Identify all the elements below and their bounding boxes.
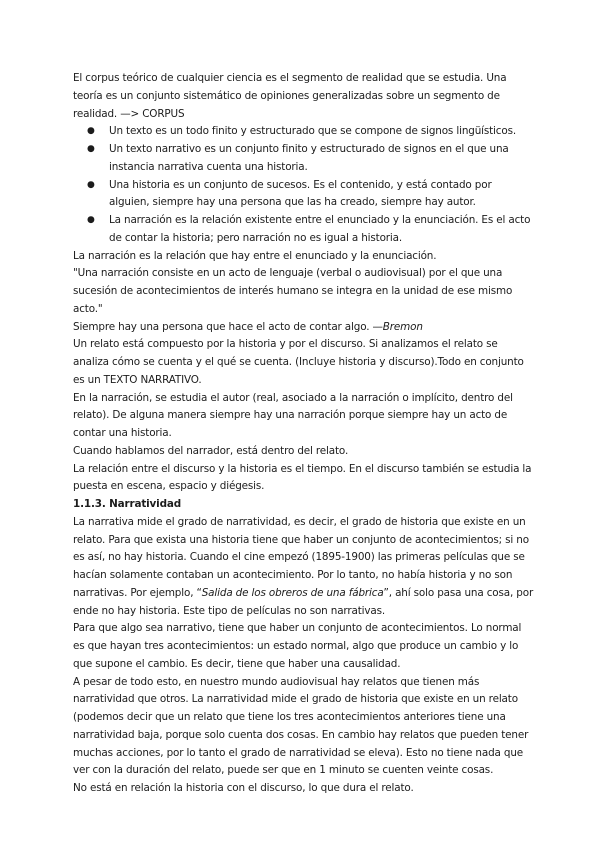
definition-list (73, 123, 535, 247)
bullet-icon: ● (87, 126, 95, 137)
bullet-icon: ● (87, 215, 95, 225)
paragraph: La narrativa mide el grado de narratividad, es decir, el grado de historia que existe en un relato. Para que exista una historia tiene que haber un conjunto de acontecimientos; si no es así, no hay historia. Cuando el cine empezó (1895-1900) las primeras películas que se hacían solamente contaban un acontecimiento. Por lo tanto, no había historia y no son narrativas. Por ejemplo, “Salida de los obreros de una fábrica”, ahí solo pasa una cosa, por ende no hay historia. Este tipo de películas no son narrativas. (73, 515, 534, 617)
paragraph: La relación entre el discurso y la historia es el tiempo. En el discurso también se estudia la puesta en escena, espacio y diégesis. (73, 462, 532, 493)
intro-paragraph: El corpus teórico de cualquier ciencia es el segmento de realidad que se estudia. Una teoría es un conjunto sistemático de opiniones generalizadas sobre un segmento de realidad. —> CORPUS (73, 72, 507, 120)
paragraph: A pesar de todo esto, en nuestro mundo audiovisual hay relatos que tienen más narratividad que otros. La narratividad mide el grado de historia que existe en un relato (podemos decir que un relato que tiene los tres acontecimientos anteriores tiene una narratividad baja, porque solo cuenta dos cosas. En cambio hay relatos que pueden tener muchas acciones, por lo tanto el grado de narratividad se eleva). Esto no tiene nada que ver con la duración del relato, puede ser que en 1 minuto se cuenten veinte cosas. (73, 675, 529, 777)
paragraph: Cuando hablamos del narrador, está dentro del relato. (73, 444, 349, 457)
paragraph: Para que algo sea narrativo, tiene que haber un conjunto de acontecimientos. Lo normal es que hayan tres acontecimientos: un estado normal, algo que produce un cambio y lo que supone el cambio. Es decir, tiene que haber una causalidad. (73, 622, 522, 670)
bullet-icon: ● (87, 144, 95, 154)
list-item: ● La narración es la relación existente entre el enunciado y la enunciación. Es el acto de contar la historia; pero narración no es igual a historia. (87, 214, 531, 244)
author-name: Bremon (382, 320, 423, 333)
paragraph: No está en relación la historia con el discurso, lo que dura el relato. (73, 782, 414, 794)
film-title: Salida de los obreros de una fábrica (201, 586, 384, 599)
list-item: ● Un texto es un todo finito y estructurado que se compone de signos lingüísticos. (73, 123, 535, 141)
document-page (73, 70, 535, 798)
list-item: ● Un texto narrativo es un conjunto finito y estructurado de signos en el que una instancia narrativa cuenta una historia. (87, 143, 509, 173)
section-heading: 1.1.3. Narratividad (73, 498, 182, 510)
quote-paragraph: "Una narración consiste en un acto de lenguaje (verbal o audiovisual) por el que una sucesión de acontecimientos de interés humano se integra en la unidad de ese mismo acto." (73, 267, 513, 315)
list-item: ● Una historia es un conjunto de sucesos. Es el contenido, y está contado por alguien, siempre hay una persona que las ha creado, siempre hay autor. (87, 178, 492, 209)
paragraph: Un relato está compuesto por la historia y por el discurso. Si analizamos el relato se analiza cómo se cuenta y el qué se cuenta. (Incluye historia y discurso).Todo en conjunto es un TEXTO NARRATIVO. (73, 338, 524, 386)
bullet-icon: ● (87, 179, 95, 190)
attribution-paragraph: Siempre hay una persona que hace el acto de contar algo. —Bremon (73, 320, 423, 333)
paragraph: La narración es la relación que hay entre el enunciado y la enunciación. (73, 249, 437, 262)
paragraph: En la narración, se estudia el autor (real, asociado a la narración o implícito, dentro del relato). De alguna manera siempre hay una narración porque siempre hay un acto de contar una historia. (73, 391, 513, 439)
